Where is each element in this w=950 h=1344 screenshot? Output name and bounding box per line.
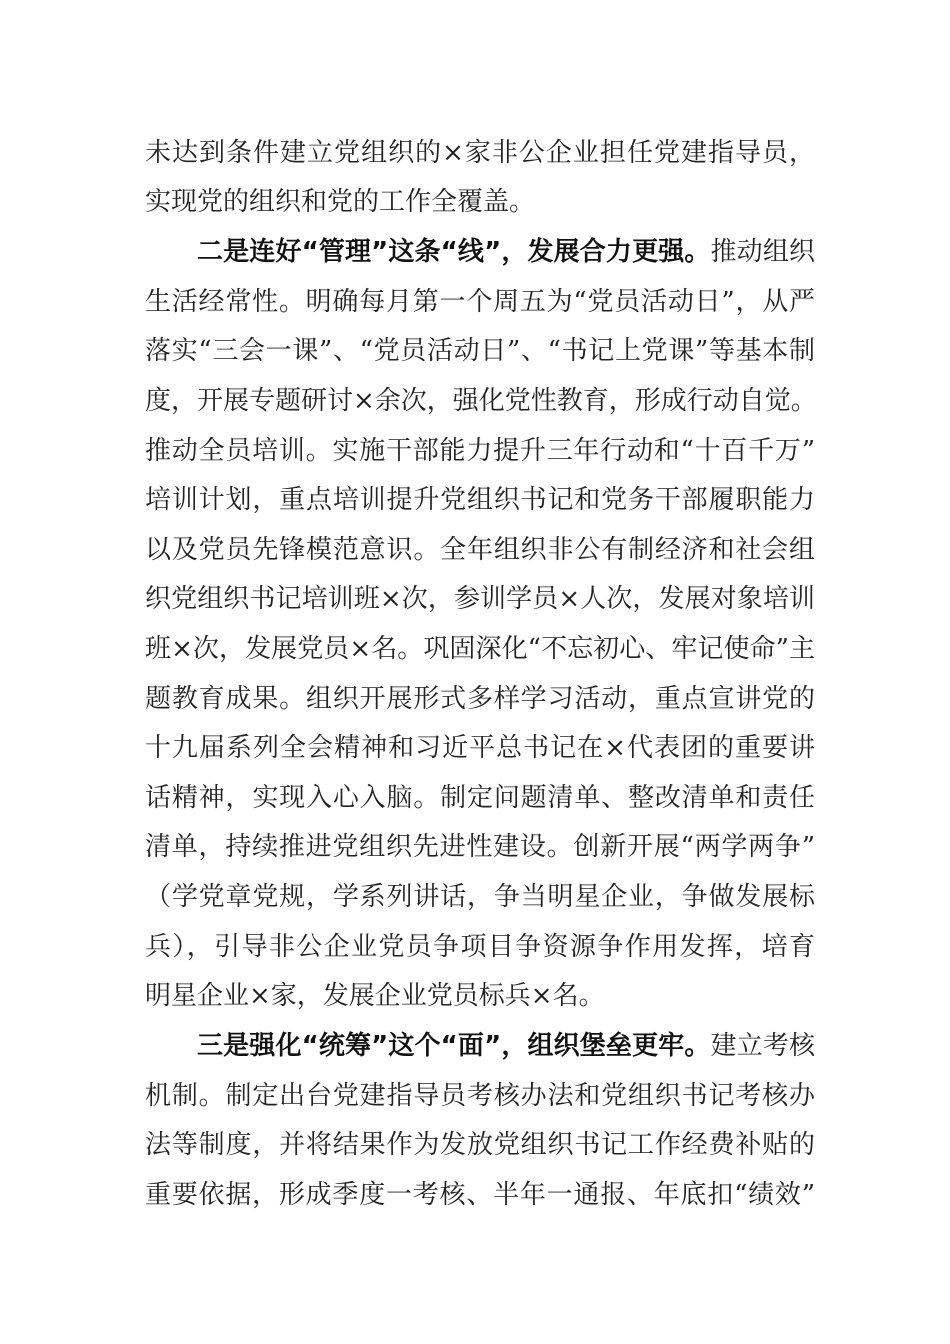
paragraph-3-first-line-rest: 建立考核 [710, 1031, 815, 1061]
paragraph-2-line: 话精神，实现入心入脑。制定问题清单、整改清单和责任 [145, 783, 815, 813]
paragraph-3-line: 法等制度，并将结果作为发放党组织书记工作经费补贴的 [145, 1130, 815, 1160]
paragraph-1-line-2: 实现党的组织和党的工作全覆盖。 [145, 187, 536, 217]
paragraph-2-line: 培训计划，重点培训提升党组织书记和党务干部履职能力 [145, 485, 815, 515]
paragraph-3-line: 机制。制定出台党建指导员考核办法和党组织书记考核办 [145, 1081, 815, 1111]
paragraph-2-first-line [197, 232, 815, 272]
paragraph-3-first-line [197, 1026, 815, 1066]
paragraph-2-line: （学党章党规，学系列讲话，争当明星企业，争做发展标 [145, 882, 815, 912]
paragraph-2-line: 清单，持续推进党组织先进性建设。创新开展“两学两争” [145, 832, 815, 862]
paragraph-2-line: 织党组织书记培训班×次，参训学员×人次，发展对象培训 [145, 584, 815, 614]
paragraph-1-line-1: 未达到条件建立党组织的×家非公企业担任党建指导员， [145, 138, 815, 168]
paragraph-2-line: 兵），引导非公企业党员争项目争资源争作用发挥，培育 [145, 932, 815, 962]
paragraph-2-heading: 二是连好“管理”这条“线”，发展合力更强。 [197, 237, 711, 267]
paragraph-2-line: 题教育成果。组织开展形式多样学习活动，重点宣讲党的 [145, 684, 815, 714]
paragraph-2-first-line-rest: 推动组织 [710, 237, 815, 267]
paragraph-2-line: 落实“三会一课”、“党员活动日”、“书记上党课”等基本制 [145, 336, 815, 366]
paragraph-2-line: 明星企业×家，发展企业党员标兵×名。 [145, 981, 605, 1011]
paragraph-2-line: 以及党员先锋模范意识。全年组织非公有制经济和社会组 [145, 535, 815, 565]
paragraph-2-line: 度，开展专题研讨×余次，强化党性教育，形成行动自觉。 [145, 386, 817, 416]
paragraph-2-line: 推动全员培训。实施干部能力提升三年行动和“十百千万” [145, 436, 815, 466]
paragraph-2-line: 十九届系列全会精神和习近平总书记在×代表团的重要讲 [145, 733, 815, 763]
paragraph-2-line: 生活经常性。明确每月第一个周五为“党员活动日”，从严 [145, 287, 815, 317]
paragraph-2-line: 班×次，发展党员×名。巩固深化“不忘初心、牢记使命”主 [145, 634, 815, 664]
paragraph-3-line: 重要依据，形成季度一考核、半年一通报、年底扣“绩效” [145, 1180, 815, 1210]
paragraph-3-heading: 三是强化“统筹”这个“面”，组织堡垒更牢。 [197, 1031, 711, 1061]
